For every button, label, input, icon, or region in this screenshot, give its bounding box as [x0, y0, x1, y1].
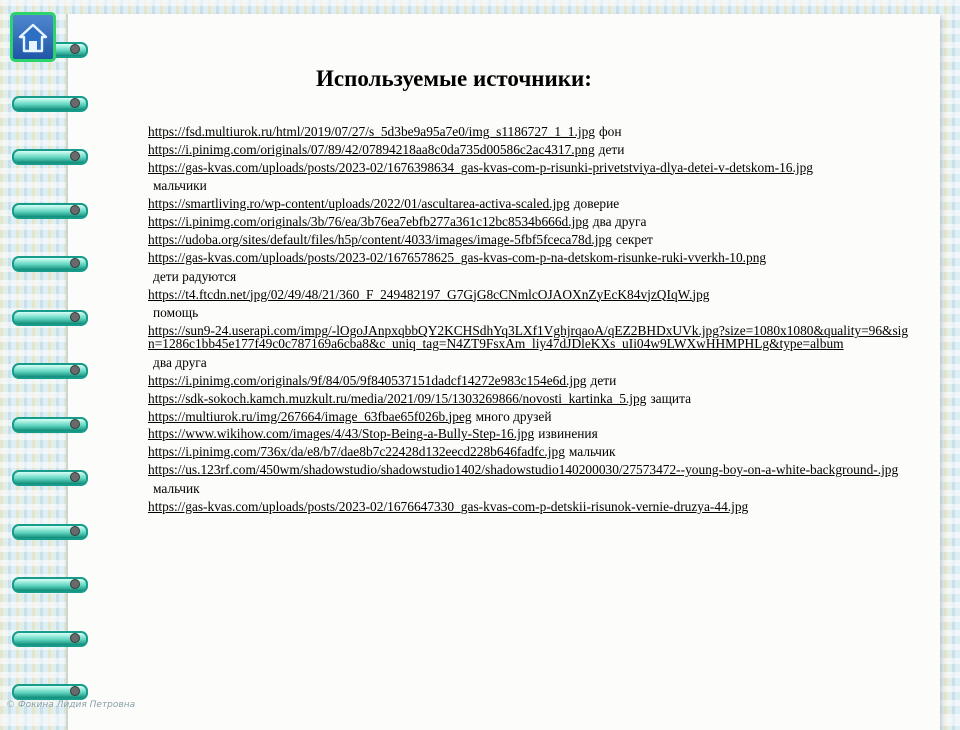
source-link[interactable]: https://sun9-24.userapi.com/impg/-lOgoJAnpxqbbQY2KCHSdhYq3LXf1VghjrqaoA/qEZ2BHDxUVk.jpg?size=1080x1080&quality=96&sign=1286c1bb45e177f49c0c787169a6cba8&c_uniq_tag=N4ZT9FsxAm_liy47dJDleKXs_uIi04w9LWXwHHMPHLg&type=album — [148, 323, 909, 352]
source-link[interactable]: https://gas-kvas.com/uploads/posts/2023-02/1676647330_gas-kvas-com-p-detskii-risunok-vernie-druzya-44.jpg — [148, 498, 749, 514]
source-caption: много друзей — [475, 408, 552, 424]
source-link[interactable]: https://us.123rf.com/450wm/shadowstudio/shadowstudio1402/shadowstudio140200030/27573472--young-boy-on-a-white-background-.jpg — [148, 461, 899, 477]
source-caption-line: помощь — [153, 305, 199, 321]
source-link[interactable]: https://sdk-sokoch.kamch.muzkult.ru/media/2021/09/15/1303269866/novosti_kartinka_5.jpg — [148, 390, 647, 406]
source-caption-line: два друга — [153, 354, 207, 370]
source-caption: мальчик — [568, 444, 616, 460]
source-item — [148, 198, 914, 211]
source-item — [148, 249, 914, 265]
source-link[interactable]: https://www.wikihow.com/images/4/43/Stop-Being-a-Bully-Step-16.jpg — [148, 426, 535, 442]
source-link[interactable]: https://fsd.multiurok.ru/html/2019/07/27/s_5d3be9a95a7e0/img_s1186727_1_1.jpg — [148, 124, 595, 139]
binder-hole — [70, 312, 80, 322]
binder-hole — [70, 633, 80, 643]
binder-hole — [70, 526, 80, 536]
page-title: Используемые источники: — [316, 66, 592, 91]
home-icon — [18, 22, 48, 54]
source-link[interactable]: https://multiurok.ru/img/267664/image_63fbae65f026b.jpeg — [148, 408, 472, 424]
binder-hole — [70, 472, 80, 482]
source-item — [148, 390, 914, 406]
source-caption: извинения — [538, 426, 598, 442]
home-button[interactable] — [10, 12, 56, 62]
source-item — [148, 461, 914, 477]
source-caption-line: дети радуются — [153, 268, 237, 284]
binder-hole — [70, 98, 80, 108]
source-item — [148, 428, 914, 441]
source-item — [148, 126, 914, 139]
binder-hole — [70, 44, 80, 54]
source-link[interactable]: https://gas-kvas.com/uploads/posts/2023-02/1676578625_gas-kvas-com-p-na-detskom-risunke-ruki-vverkh-10.png — [148, 249, 767, 265]
source-item — [148, 159, 914, 175]
source-caption: фон — [598, 124, 622, 139]
binder-hole — [70, 579, 80, 589]
source-item — [148, 372, 914, 388]
source-item — [148, 498, 914, 514]
source-item — [148, 325, 914, 351]
source-link[interactable]: https://udoba.org/sites/default/files/h5p/content/4033/images/image-5fbf5fceca78d.jpg — [148, 231, 612, 247]
source-item — [148, 141, 914, 157]
source-caption: защита — [650, 390, 692, 406]
binder-hole — [70, 686, 80, 696]
source-caption: дети — [598, 141, 625, 157]
sources-list — [148, 126, 914, 519]
source-item — [148, 446, 914, 459]
binder-hole — [70, 365, 80, 375]
footer-credit: © Фокина Лидия Петровна — [6, 700, 136, 710]
source-caption-line: мальчики — [153, 178, 207, 194]
source-link[interactable]: https://smartliving.ro/wp-content/uploads/2022/01/ascultarea-activa-scaled.jpg — [148, 196, 570, 212]
source-caption-line: мальчик — [153, 480, 200, 496]
source-link[interactable]: https://i.pinimg.com/originals/3b/76/ea/3b76ea7ebfb277a361c12bc8534b666d.jpg — [148, 214, 589, 230]
source-caption: дети — [590, 372, 617, 388]
binder-hole — [70, 205, 80, 215]
source-item — [148, 216, 914, 229]
source-link[interactable]: https://i.pinimg.com/originals/07/89/42/07894218aa8c0da735d00586c2ac4317.png — [148, 141, 595, 157]
source-link[interactable]: https://i.pinimg.com/originals/9f/84/05/9f840537151dadcf14272e983c154e6d.jpg — [148, 372, 587, 388]
binder-hole — [70, 151, 80, 161]
source-item — [148, 286, 914, 302]
source-item — [148, 231, 914, 247]
source-caption: два друга — [592, 214, 647, 230]
source-caption: доверие — [573, 196, 620, 212]
source-item — [148, 408, 914, 424]
source-link[interactable]: https://gas-kvas.com/uploads/posts/2023-02/1676398634_gas-kvas-com-p-risunki-privetstviya-dlya-detei-v-detskom-16.jpg — [148, 159, 813, 175]
source-caption: секрет — [615, 231, 653, 247]
source-link[interactable]: https://t4.ftcdn.net/jpg/02/49/48/21/360_F_249482197_G7GjG8cCNmlcOJAOXnZyEcK84vjzQIqW.jpg — [148, 286, 710, 302]
binder-hole — [70, 258, 80, 268]
source-link[interactable]: https://i.pinimg.com/736x/da/e8/b7/dae8b7c22428d132eecd228b646fadfc.jpg — [148, 444, 565, 460]
binder-hole — [70, 419, 80, 429]
